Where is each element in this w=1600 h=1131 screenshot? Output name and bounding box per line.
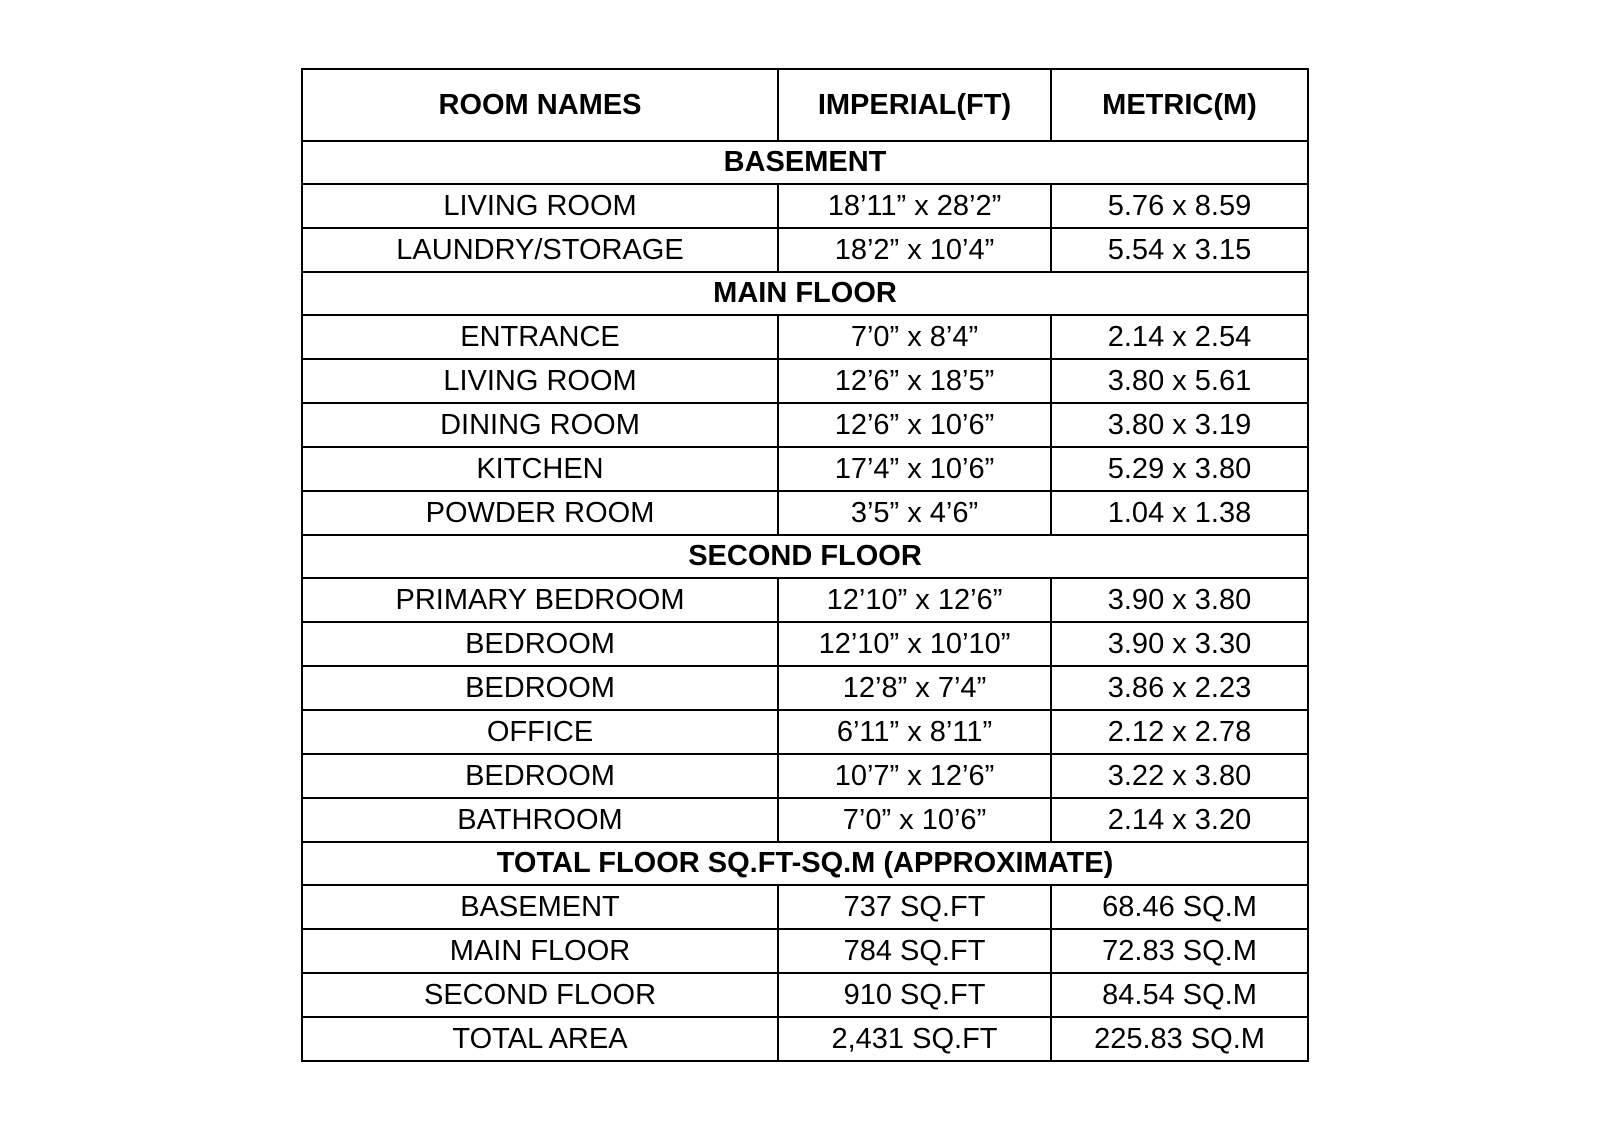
cell-imperial: 2,431 SQ.FT	[778, 1017, 1051, 1061]
cell-metric: 84.54 SQ.M	[1051, 973, 1308, 1017]
table-row	[302, 403, 1308, 447]
cell-imperial: 17’4” x 10’6”	[778, 447, 1051, 491]
column-header-metric: METRIC(M)	[1051, 69, 1308, 141]
cell-imperial: 12’6” x 18’5”	[778, 359, 1051, 403]
cell-room: OFFICE	[302, 710, 778, 754]
table-row	[302, 578, 1308, 622]
cell-room: BASEMENT	[302, 885, 778, 929]
cell-imperial: 12’6” x 10’6”	[778, 403, 1051, 447]
cell-room: BATHROOM	[302, 798, 778, 842]
cell-room: BEDROOM	[302, 754, 778, 798]
cell-room: SECOND FLOOR	[302, 973, 778, 1017]
table-row	[302, 228, 1308, 272]
section-header-row	[302, 842, 1308, 885]
cell-imperial: 12’10” x 10’10”	[778, 622, 1051, 666]
table-row	[302, 885, 1308, 929]
cell-room: POWDER ROOM	[302, 491, 778, 535]
cell-metric: 3.90 x 3.80	[1051, 578, 1308, 622]
table-row	[302, 798, 1308, 842]
section-title: MAIN FLOOR	[302, 272, 1308, 315]
cell-metric: 225.83 SQ.M	[1051, 1017, 1308, 1061]
table-row	[302, 754, 1308, 798]
cell-imperial: 10’7” x 12’6”	[778, 754, 1051, 798]
cell-imperial: 3’5” x 4’6”	[778, 491, 1051, 535]
cell-room: BEDROOM	[302, 666, 778, 710]
table-row	[302, 666, 1308, 710]
cell-metric: 5.29 x 3.80	[1051, 447, 1308, 491]
table-row	[302, 622, 1308, 666]
cell-room: MAIN FLOOR	[302, 929, 778, 973]
section-header-row	[302, 141, 1308, 184]
cell-metric: 72.83 SQ.M	[1051, 929, 1308, 973]
table-row	[302, 315, 1308, 359]
cell-metric: 2.14 x 3.20	[1051, 798, 1308, 842]
cell-imperial: 784 SQ.FT	[778, 929, 1051, 973]
column-header-room: ROOM NAMES	[302, 69, 778, 141]
cell-imperial: 7’0” x 10’6”	[778, 798, 1051, 842]
cell-room: ENTRANCE	[302, 315, 778, 359]
room-dimensions-table	[301, 68, 1309, 1062]
cell-metric: 2.12 x 2.78	[1051, 710, 1308, 754]
section-title: BASEMENT	[302, 141, 1308, 184]
table-row	[302, 710, 1308, 754]
section-title: SECOND FLOOR	[302, 535, 1308, 578]
cell-imperial: 910 SQ.FT	[778, 973, 1051, 1017]
cell-metric: 3.80 x 3.19	[1051, 403, 1308, 447]
section-header-row	[302, 535, 1308, 578]
cell-imperial: 6’11” x 8’11”	[778, 710, 1051, 754]
cell-room: LIVING ROOM	[302, 359, 778, 403]
cell-room: LAUNDRY/STORAGE	[302, 228, 778, 272]
cell-imperial: 18’11” x 28’2”	[778, 184, 1051, 228]
column-header-imperial: IMPERIAL(FT)	[778, 69, 1051, 141]
cell-imperial: 18’2” x 10’4”	[778, 228, 1051, 272]
cell-imperial: 737 SQ.FT	[778, 885, 1051, 929]
cell-room: KITCHEN	[302, 447, 778, 491]
cell-metric: 5.76 x 8.59	[1051, 184, 1308, 228]
table-body	[302, 141, 1308, 1061]
cell-metric: 3.22 x 3.80	[1051, 754, 1308, 798]
table-row	[302, 447, 1308, 491]
table-row	[302, 973, 1308, 1017]
cell-metric: 3.90 x 3.30	[1051, 622, 1308, 666]
cell-room: PRIMARY BEDROOM	[302, 578, 778, 622]
table-row	[302, 929, 1308, 973]
table-row	[302, 1017, 1308, 1061]
cell-room: DINING ROOM	[302, 403, 778, 447]
cell-room: LIVING ROOM	[302, 184, 778, 228]
cell-room: TOTAL AREA	[302, 1017, 778, 1061]
section-title: TOTAL FLOOR SQ.FT-SQ.M (APPROXIMATE)	[302, 842, 1308, 885]
cell-metric: 3.80 x 5.61	[1051, 359, 1308, 403]
cell-metric: 1.04 x 1.38	[1051, 491, 1308, 535]
section-header-row	[302, 272, 1308, 315]
table-row	[302, 359, 1308, 403]
cell-imperial: 12’8” x 7’4”	[778, 666, 1051, 710]
cell-room: BEDROOM	[302, 622, 778, 666]
table-header-row	[302, 69, 1308, 141]
cell-metric: 2.14 x 2.54	[1051, 315, 1308, 359]
cell-metric: 3.86 x 2.23	[1051, 666, 1308, 710]
table-row	[302, 184, 1308, 228]
cell-metric: 68.46 SQ.M	[1051, 885, 1308, 929]
table-row	[302, 491, 1308, 535]
cell-metric: 5.54 x 3.15	[1051, 228, 1308, 272]
cell-imperial: 12’10” x 12’6”	[778, 578, 1051, 622]
cell-imperial: 7’0” x 8’4”	[778, 315, 1051, 359]
